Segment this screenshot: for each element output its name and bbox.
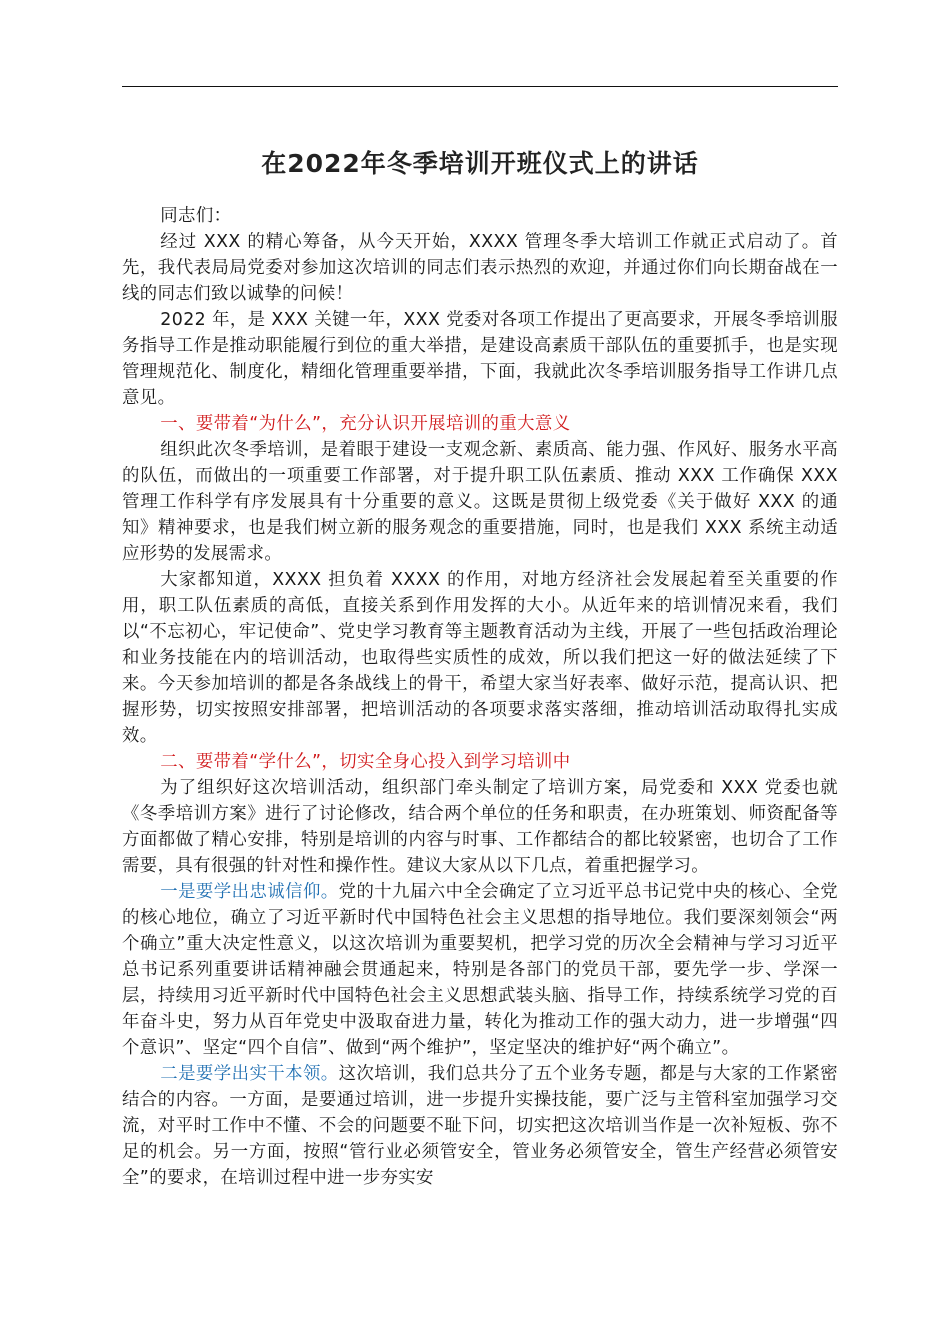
section-1-heading: 一、要带着“为什么”，充分认识开展培训的重大意义 [160, 414, 571, 434]
point-1-paragraph [122, 879, 838, 1061]
header-rule [122, 86, 838, 87]
title-suffix: 年冬季培训开班仪式上的讲话 [360, 149, 699, 178]
point-2-lead: 二是要学出实干本领。 [160, 1064, 339, 1084]
section-2-heading: 二、要带着“学什么”，切实全身心投入到学习培训中 [160, 752, 571, 772]
point-1-lead: 一是要学出忠诚信仰。 [160, 882, 339, 902]
section-2-paragraph: 为了组织好这次培训活动，组织部门牵头制定了培训方案，局党委和 XXX 党委也就《冬季培训方案》进行了讨论修改，结合两个单位的任务和职责，在办班策划、师资配备等方面都做了精心安排，特别是培训的内容与时事、工作都结合的都比较紧密，也切合了工作需要，具有很强的针对性和操作性。建议大家从以下几点，着重把握学习。 [122, 778, 838, 876]
title-prefix: 在 [261, 149, 288, 178]
intro-paragraph: 经过 XXX 的精心筹备，从今天开始，XXXX 管理冬季大培训工作就正式启动了。首先，我代表局局党委对参加这次培训的同志们表示热烈的欢迎，并通过你们向长期奋战在一线的同志们致以诚挚的问候！ [122, 232, 838, 304]
intro-paragraph: 2022 年，是 XXX 关键一年，XXX 党委对各项工作提出了更高要求，开展冬季培训服务指导工作是推动职能履行到位的重大举措，是建设高素质干部队伍的重要抓手，也是实现管理规范化、制度化，精细化管理重要举措，下面，我就此次冬季培训服务指导工作讲几点意见。 [122, 310, 838, 408]
section-1-paragraph: 大家都知道，XXXX 担负着 XXXX 的作用，对地方经济社会发展起着至关重要的作用，职工队伍素质的高低，直接关系到作用发挥的大小。从近年来的培训情况来看，我们以“不忘初心，牢记使命”、党史学习教育等主题教育活动为主线，开展了一些包括政治理论和业务技能在内的培训活动，也取得些实质性的成效，所以我们把这一好的做法延续了下来。今天参加培训的都是各条战线上的骨干，希望大家当好表率、做好示范，提高认识、把握形势，切实按照安排部署，把培训活动的各项要求落实落细，推动培训活动取得扎实成效。 [122, 570, 838, 746]
point-2-text: 这次培训，我们总共分了五个业务专题，都是与大家的工作紧密结合的内容。一方面，是要通过培训，进一步提升实操技能，要广泛与主管科室加强学习交流，对平时工作中不懂、不会的问题要不耻下问，切实把这次培训当作是一次补短板、弥不足的机会。另一方面，按照“管行业必须管安全，管业务必须管安全，管生产经营必须管安全”的要求，在培训过程中进一步夯实安 [122, 1064, 838, 1188]
document-body [122, 203, 838, 1191]
salutation: 同志们： [160, 206, 232, 226]
section-1-paragraph: 组织此次冬季培训，是着眼于建设一支观念新、素质高、能力强、作风好、服务水平高的队伍，而做出的一项重要工作部署，对于提升职工队伍素质、推动 XXX 工作确保 XXX 管理工作科学有序发展具有十分重要的意义。这既是贯彻上级党委《关于做好 XXX 的通知》精神要求，也是我们树立新的服务观念的重要措施，同时，也是我们 XXX 系统主动适应形势的发展需求。 [122, 440, 838, 564]
title-year: 2022 [287, 149, 361, 178]
point-1-text: 党的十九届六中全会确定了立习近平总书记党中央的核心、全党的核心地位，确立了习近平新时代中国特色社会主义思想的指导地位。我们要深刻领会“两个确立”重大决定性意义，以这次培训为重要契机，把学习党的历次全会精神与学习习近平总书记系列重要讲话精神融会贯通起来，特别是各部门的党员干部，要先学一步、学深一层，持续用习近平新时代中国特色社会主义思想武装头脑、指导工作，持续系统学习党的百年奋斗史，努力从百年党史中汲取奋进力量，转化为推动工作的强大动力，进一步增强“四个意识”、坚定“四个自信”、做到“两个维护”，坚定坚决的维护好“两个确立”。 [122, 882, 838, 1058]
document-title [122, 146, 838, 182]
point-2-paragraph [122, 1061, 838, 1191]
